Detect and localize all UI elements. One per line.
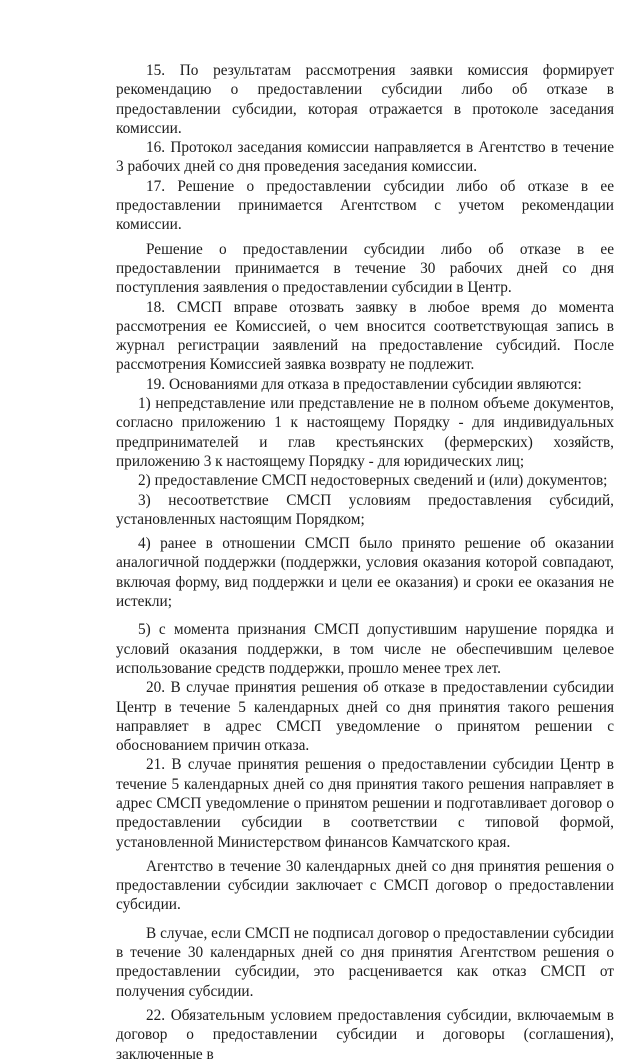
paragraph-17-decision-term: Решение о предоставлении субсидии либо об отказе в ее предоставлении принимается в течение 30 рабочих дней со дня поступления заявления о предоставлении субсидии в Центр. [116,240,614,297]
document-body [116,61,614,1064]
paragraph-18: 18. СМСП вправе отозвать заявку в любое время до момента рассмотрения ее Комиссией, о чем вносится соответствующая запись в журнал регистрации заявлений на предоставление субсидий. После рассмотрения Комиссией заявка возврату не подлежит. [116,298,614,374]
refusal-reason-4: 4) ранее в отношении СМСП было принято решение об оказании аналогичной поддержки (поддержки, условия оказания которой совпадают, включая форму, вид поддержки и цели ее оказания) и сроки ее оказания не истекли; [116,535,614,611]
paragraph-21-unsigned: В случае, если СМСП не подписал договор о предоставлении субсидии в течение 30 календарных дней со дня принятия Агентством решения о предоставлении субсидии, это расценивается как отказ СМСП от получения субсидии. [116,924,614,1000]
refusal-reason-5: 5) с момента признания СМСП допустившим нарушение порядка и условий оказания поддержки, в том числе не обеспечившим целевое использование средств поддержки, прошло менее трех лет. [116,621,614,677]
paragraph-21: 21. В случае принятия решения о предоставлении субсидии Центр в течение 5 календарных дней со дня принятия такого решения направляет в адрес СМСП уведомление о принятом решении и подготавливает договор о предоставлении субсидии в соответствии с типовой формой, установленной Министерством финансов Камчатского края. [116,756,614,851]
refusal-reason-2: 2) предоставление СМСП недостоверных сведений и (или) документов; [138,472,608,490]
paragraph-15: 15. По результатам рассмотрения заявки комиссия формирует рекомендацию о предоставлении субсидии либо об отказе в предоставлении субсидии, которая отражается в протоколе заседания комиссии. [116,62,614,137]
refusal-reason-1: 1) непредставление или представление не в полном объеме документов, согласно приложению 1 к настоящему Порядку - для индивидуальных предпринимателей и глав крестьянских (фермерских) хозяйств, приложению 3 к настоящему Порядку - для юридических лиц; [116,395,614,470]
paragraph-16: 16. Протокол заседания комиссии направляется в Агентство в течение 3 рабочих дней со дня проведения заседания комиссии. [116,139,614,176]
paragraph-17: 17. Решение о предоставлении субсидии либо об отказе в ее предоставлении принимается Агентством с учетом рекомендации комиссии. [116,177,614,234]
paragraph-21-agreement: Агентство в течение 30 календарных дней со дня принятия решения о предоставлении субсидии заключает с СМСП договор о предоставлении субсидии. [116,857,614,914]
refusal-reason-3: 3) несоответствие СМСП условиям предоставления субсидий, установленных настоящим Порядком; [116,491,614,528]
paragraph-22: 22. Обязательным условием предоставления субсидии, включаемым в договор о предоставлении субсидии и договоры (соглашения), заключенные в [116,1006,614,1063]
paragraph-20: 20. В случае принятия решения об отказе в предоставлении субсидии Центр в течение 5 календарных дней со дня принятия такого решения направляет в адрес СМСП уведомление о принятом решении с обоснованием причин отказа. [116,679,614,755]
paragraph-19: 19. Основаниями для отказа в предоставлении субсидии являются: [146,375,582,393]
